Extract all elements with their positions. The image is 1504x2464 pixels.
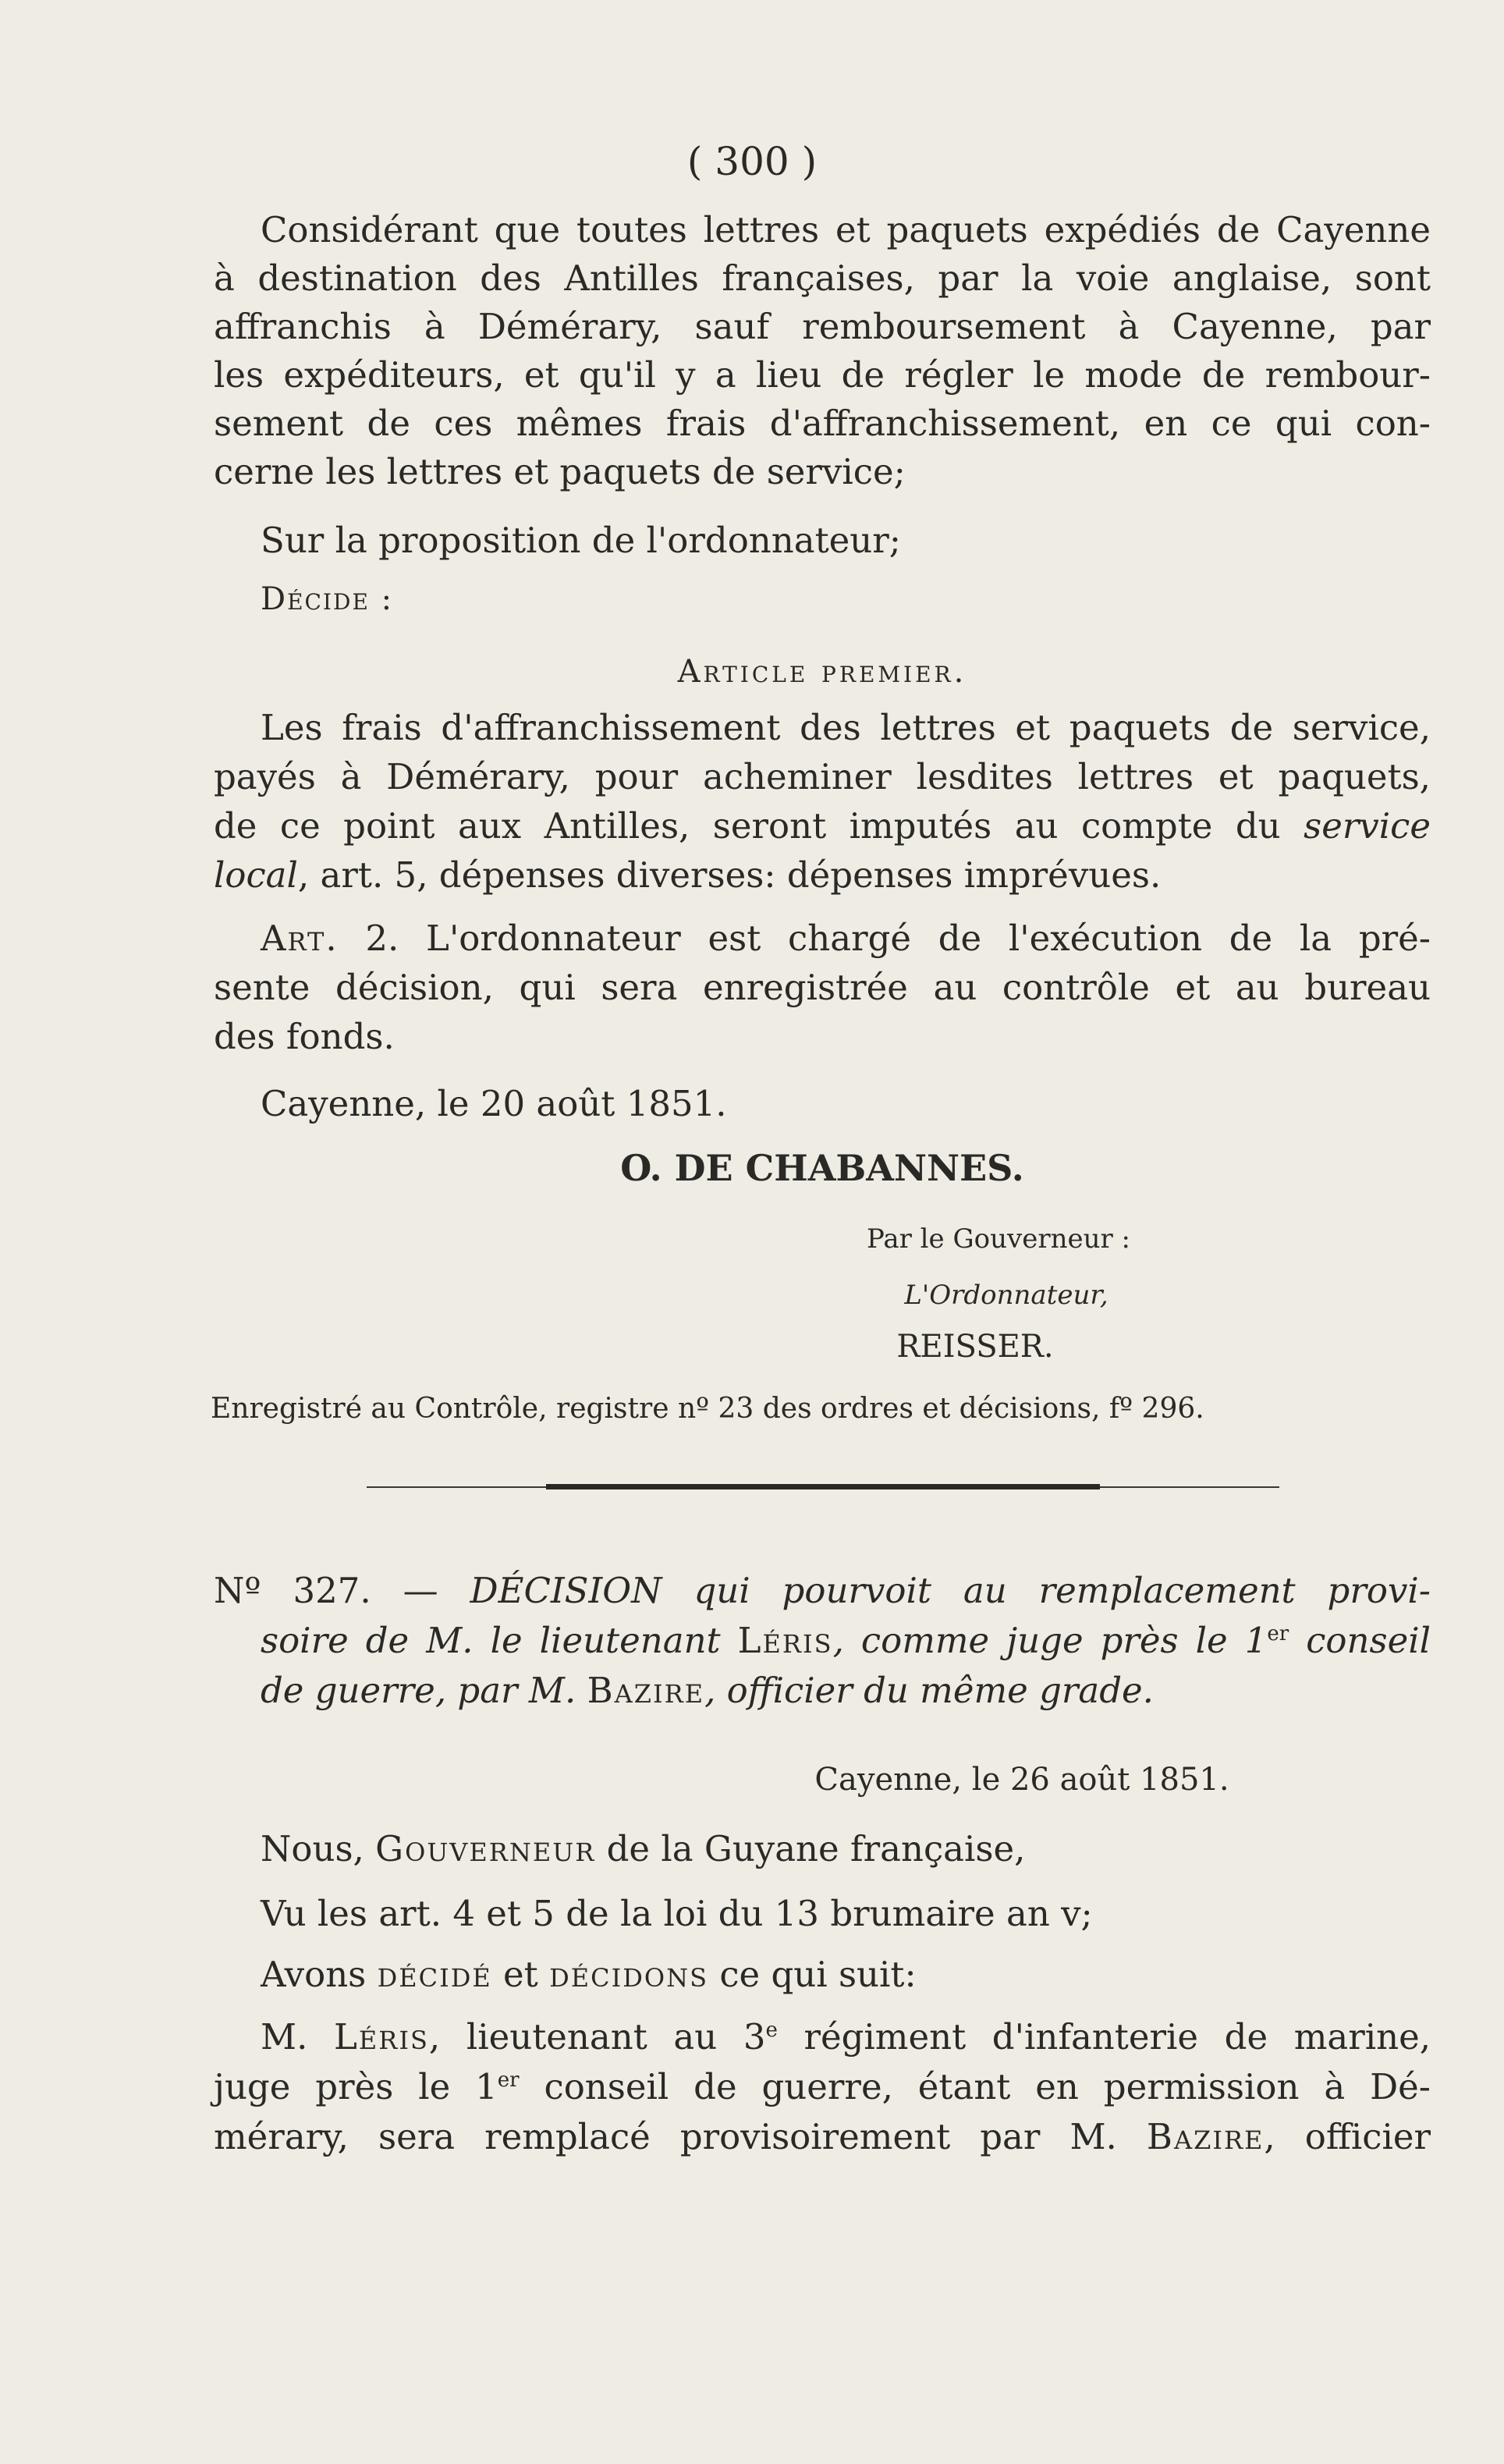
article1-line: payés à Démérary, pour acheminer lesdites lettres et paquets, [214,756,1431,797]
decide-label: Décide : [261,581,394,617]
article2-line: des fonds. [214,1016,395,1057]
text: juge près le 1 [214,2066,498,2107]
paragraph-line: les expéditeurs, et qu'il y a lieu de régler le mode de rembour- [214,354,1431,396]
decision-number: Nº 327. — [214,1570,470,1611]
name-bazire: Bazire [587,1670,705,1711]
article2-label: Art. [261,918,339,959]
decision-title-part: conseil [1289,1620,1431,1661]
text: ce qui suit: [708,1954,917,1995]
paragraph-line: sement de ces mêmes frais d'affranchissement, en ce qui con- [214,403,1431,444]
article1-italic: local [214,854,298,896]
decision-title-part: de guerre, par M. [261,1670,587,1711]
article-heading: Article premier. [677,654,967,690]
superscript: e [765,2018,778,2042]
avons-line [261,1954,1431,1995]
text: de la Guyane française, [595,1828,1026,1869]
paragraph-line: Considérant que toutes lettres et paquets expédiés de Cayenne [261,209,1431,250]
ordonnateur-title: L'Ordonnateur, [904,1280,1108,1311]
text: et [491,1954,550,1995]
decision-title-line [261,1620,1431,1661]
superscript: er [1267,1622,1289,1646]
name-leris: Léris [334,2016,429,2057]
par-le-gouverneur: Par le Gouverneur : [866,1223,1131,1255]
article2-line [261,918,1431,959]
decidons-word: décidons [549,1954,709,1995]
article1-line [214,854,1431,896]
gouverneur-title: Gouverneur [375,1828,596,1869]
superscript: er [497,2068,520,2092]
dateline: Cayenne, le 20 août 1851. [261,1083,727,1124]
decision-title-line [214,1570,1431,1611]
page-number: ( 300 ) [686,139,818,184]
dateline: Cayenne, le 26 août 1851. [814,1762,1229,1798]
text: , officier [1264,2116,1431,2157]
text: conseil de guerre, étant en permission à Dé- [519,2066,1431,2107]
article1-italic: service [1304,805,1431,847]
text: mérary, sera remplacé provisoirement par M. [214,2116,1147,2157]
decision-title-part: , comme juge près le 1 [832,1620,1268,1661]
text: , lieutenant au 3 [428,2016,766,2057]
decision-title-part: soire de M. le lieutenant [261,1620,738,1661]
nous-line [261,1828,1431,1869]
article1-text: , art. 5, dépenses diverses: dépenses imprévues. [297,854,1162,896]
paragraph-line: à destination des Antilles françaises, par la voie anglaise, sont [214,257,1431,299]
name-bazire: Bazire [1146,2116,1265,2157]
article1-text: de ce point aux Antilles, seront imputés au compte du [214,805,1304,847]
text: régiment d'infanterie de marine, [777,2016,1431,2057]
paragraph-line: cerne les lettres et paquets de service; [214,451,906,492]
final-line [261,2016,1431,2057]
text: M. [261,2016,334,2057]
article2-text: 2. L'ordonnateur est chargé de l'exécution de la pré- [338,918,1431,959]
vu-line: Vu les art. 4 et 5 de la loi du 13 brumaire an v; [261,1893,1093,1934]
paragraph-line: affranchis à Démérary, sauf remboursement à Cayenne, par [214,306,1431,347]
registre-note: Enregistré au Contrôle, registre nº 23 des ordres et décisions, fº 296. [211,1393,1204,1425]
article2-line: sente décision, qui sera enregistrée au contrôle et au bureau [214,967,1431,1008]
decision-title: DÉCISION qui pourvoit au remplacement provi- [470,1570,1431,1611]
signature-name: O. DE CHABANNES. [620,1147,1024,1189]
final-line [214,2116,1431,2157]
final-line [214,2066,1431,2107]
decision-title-part: , officier du même grade. [704,1670,1154,1711]
reisser-signature: REISSER. [896,1329,1054,1365]
article1-line [214,805,1431,847]
decide-word: décidé [377,1954,492,1995]
name-leris: Léris [737,1620,833,1661]
article1-line: Les frais d'affranchissement des lettres et paquets de service, [261,707,1431,748]
text: Nous, [261,1828,376,1869]
text: Avons [261,1954,378,1995]
decision-title-line [261,1670,1431,1711]
proposition-line: Sur la proposition de l'ordonnateur; [261,520,901,561]
